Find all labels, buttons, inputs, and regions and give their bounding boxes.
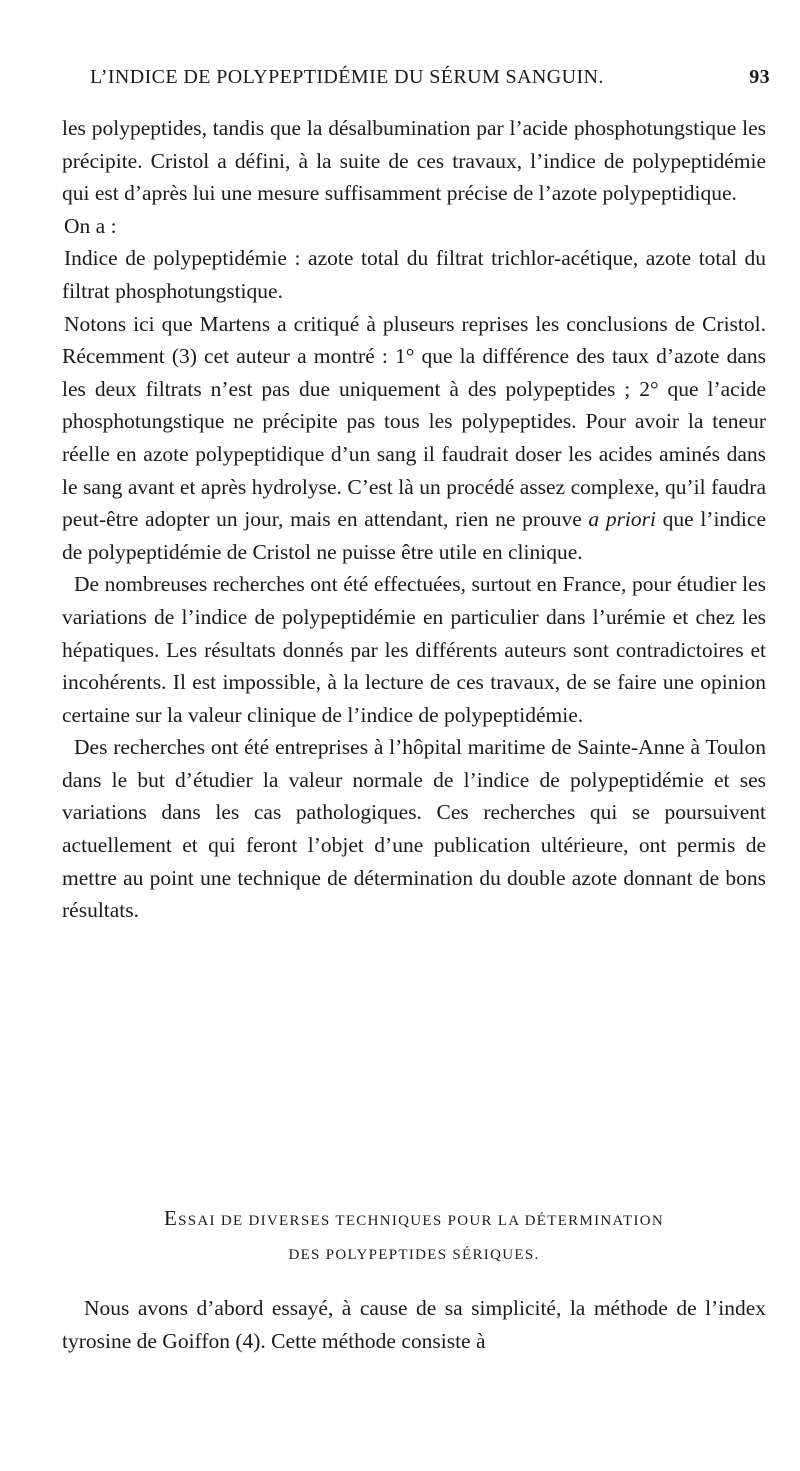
section-heading <box>62 1201 766 1272</box>
paragraph-recherches: De nombreuses recherches ont été effectuées, surtout en France, pour étudier les variations de l’indice de polypeptidémie en particulier dans l’urémie et chez les hépatiques. Les résultats donnés par les différents auteurs sont contradictoires et incohérents. Il est impossible, à la lecture de ces travaux, de se faire une opinion certaine sur la valeur clinique de l’indice de polypeptidémie. <box>62 572 766 727</box>
section-body <box>62 1292 766 1357</box>
section-heading-initial: E <box>163 1206 179 1230</box>
paragraph-toulon: Des recherches ont été entreprises à l’hôpital maritime de Sainte-Anne à Toulon dans le but d’étudier la valeur normale de l’indice de polypeptidémie et ses variations dans les cas pathologiques. Ces recherches qui se poursuivent actuellement et qui feront l’objet d’une publication ultérieure, ont permis de mettre au point une technique de détermination du double azote donnant de bons résultats. <box>62 735 766 923</box>
section-paragraph-1: Nous avons d’abord essayé, à cause de sa simplicité, la méthode de l’index tyrosine de Goiffon (4). Cette méthode consiste à <box>62 1296 766 1353</box>
paragraph-martens-text: Notons ici que Martens a critiqué à pluseurs reprises les conclusions de Cristol. Récemment (3) cet auteur a montré : 1° que la différence des taux d’azote dans les deux filtrats n’est pas due uniquement à des polypeptides ; 2° que l’acide phosphotungstique ne précipite pas tous les polypeptides. Pour avoir la teneur réelle en azote polypeptidique d’un sang il faudrait doser les acides aminés dans le sang avant et après hydrolyse. C’est là un procédé assez complexe, qu’il faudra peut-être adopter un jour, mais en attendant, rien ne prouve <box>62 311 766 532</box>
paragraph-martens-tail: que l’indice de polypeptidémie de Cristol ne puisse être utile en clinique. <box>62 507 766 564</box>
section-heading-line-2: DES POLYPEPTIDES SÉRIQUES. <box>288 1247 540 1263</box>
paragraph-martens <box>62 308 766 569</box>
paragraph-indice-definition: Indice de polypeptidémie : azote total du filtrat trichlor-acétique, azote total du filtrat phosphotungstique. <box>62 246 766 303</box>
page-number: 93 <box>749 66 770 88</box>
paragraph-on-a: On a : <box>64 213 117 238</box>
section-heading-line-1 <box>62 1201 766 1238</box>
a-priori-italic: a priori <box>588 507 656 532</box>
running-head <box>90 66 770 96</box>
section-heading-line-1-rest: SSAI DE DIVERSES TECHNIQUES POUR LA DÉTERMINATION <box>178 1213 665 1229</box>
running-head-title: L’INDICE DE POLYPEPTIDÉMIE DU SÉRUM SANGUIN. <box>90 66 604 88</box>
body-text <box>62 112 766 927</box>
paragraph-1: les polypeptides, tandis que la désalbumination par l’acide phosphotungstique les précipite. Cristol a défini, à la suite de ces travaux, l’indice de polypeptidémie qui est d’après lui une mesure suffisamment précise de l’azote polypeptidique. <box>62 116 766 206</box>
